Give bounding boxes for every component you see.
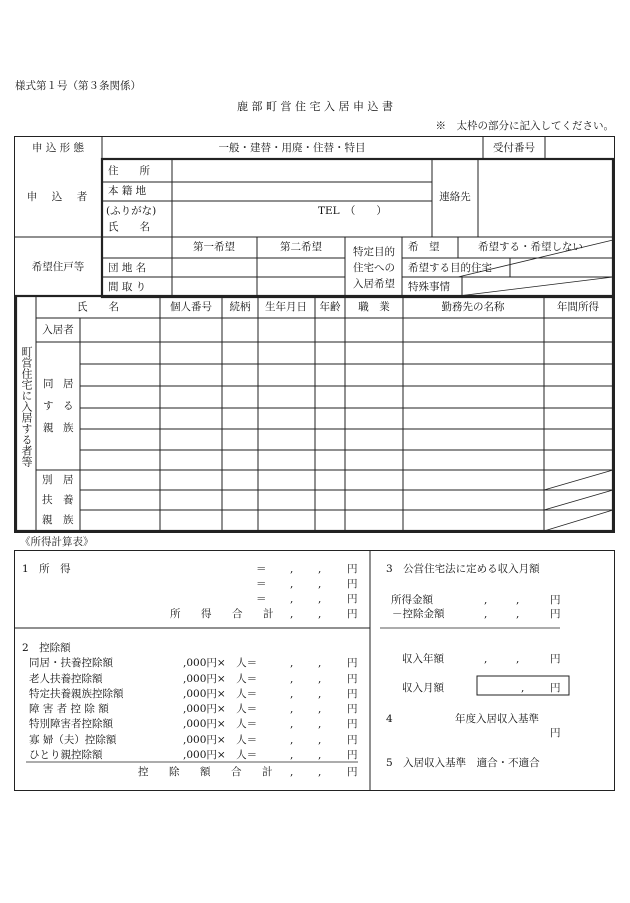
deduction-yen: 円: [347, 673, 358, 685]
calc-comma: ,: [516, 594, 520, 606]
residents-side-label: 町営住宅に入居する者等: [20, 346, 33, 467]
deduction-yen: 円: [347, 749, 358, 761]
col-occupation: 職 業: [358, 301, 390, 313]
income-comma: ,: [290, 593, 294, 605]
deduction-comma: ,: [318, 688, 322, 700]
wish-label: 希 望: [408, 241, 440, 253]
income-yen: 円: [347, 563, 358, 575]
separate-label-2: 扶 養: [42, 494, 74, 506]
furigana-label: (ふりがな): [106, 205, 157, 217]
deduction-yen: 円: [347, 718, 358, 730]
income-yen: 円: [347, 578, 358, 590]
deduction-comma: ,: [290, 749, 294, 761]
monthly-income-label: 収入月額: [402, 682, 444, 694]
deduction-comma: ,: [318, 673, 322, 685]
deduction-comma: ,: [318, 703, 322, 715]
income-section-label: 1 所 得: [22, 563, 71, 575]
deduction-item-label: ひとり親控除額: [29, 749, 103, 761]
income-eq: ＝: [256, 593, 267, 605]
calc-comma: ,: [484, 608, 488, 620]
deduction-comma: ,: [318, 749, 322, 761]
deduction-item-label: 障 害 者 控 除 額: [29, 703, 109, 715]
deduction-item-label: 特別障害者控除額: [29, 718, 113, 730]
deduction-unit: ,000円× 人＝: [183, 718, 258, 730]
income-comma: ,: [318, 593, 322, 605]
income-total-label: 所 得 合 計: [170, 608, 279, 620]
deduction-comma: ,: [318, 734, 322, 746]
income-comma: ,: [318, 578, 322, 590]
minus-deduction-label: －控除金額: [392, 608, 445, 620]
layout-label: 間 取 り: [108, 281, 147, 293]
deduction-item-label: 老人扶養控除額: [29, 673, 103, 685]
col-personal-number: 個人番号: [170, 301, 212, 313]
income-amount-label: 所得金額: [391, 594, 433, 606]
col-annual-income: 年間所得: [557, 301, 599, 313]
special-purpose-line2: 住宅への: [353, 262, 395, 274]
income-comma: ,: [318, 608, 322, 620]
cohabit-label-5: 親: [43, 422, 54, 434]
section5-label: 5 入居収入基準 適合・不適合: [386, 757, 540, 769]
calc-yen: 円: [550, 653, 561, 665]
contact-label: 連絡先: [439, 191, 471, 203]
special-purpose-line3: 入居希望: [353, 278, 395, 290]
cohabit-label-2: 居: [63, 378, 74, 390]
deduction-comma: ,: [290, 673, 294, 685]
col-birthdate: 生年月日: [265, 301, 307, 313]
resident-label: 入居者: [42, 324, 74, 336]
form-number: 様式第１号（第３条関係）: [15, 80, 141, 92]
deduction-item-label: 同居・扶養控除額: [29, 657, 113, 669]
deduction-comma: ,: [318, 657, 322, 669]
income-comma: ,: [318, 563, 322, 575]
deduction-total-label: 控 除 額 合 計: [138, 766, 278, 778]
applicant-label: 申 込 者: [26, 191, 90, 203]
deduction-unit: ,000円× 人＝: [183, 703, 258, 715]
desired-unit-label: 希望住戸等: [31, 261, 85, 273]
calc-comma: ,: [521, 682, 525, 694]
deduction-yen: 円: [347, 766, 358, 778]
calc-yen: 円: [550, 594, 561, 606]
income-yen: 円: [347, 608, 358, 620]
deduction-comma: ,: [290, 688, 294, 700]
name-label: 氏 名: [108, 221, 150, 233]
calc-yen: 円: [550, 608, 561, 620]
deduction-unit: ,000円× 人＝: [183, 749, 258, 761]
deduction-yen: 円: [347, 657, 358, 669]
deduction-yen: 円: [347, 703, 358, 715]
deduction-unit: ,000円× 人＝: [183, 673, 258, 685]
deduction-comma: ,: [318, 718, 322, 730]
calc-comma: ,: [484, 653, 488, 665]
income-comma: ,: [290, 563, 294, 575]
income-table-label: 《所得計算表》: [20, 536, 94, 548]
income-eq: ＝: [256, 578, 267, 590]
deduction-comma: ,: [290, 718, 294, 730]
cohabit-label-1: 同: [43, 378, 54, 390]
deduction-yen: 円: [347, 688, 358, 700]
wish-options[interactable]: 希望する・希望しない: [478, 241, 583, 253]
deduction-yen: 円: [347, 734, 358, 746]
deduction-item-label: 特定扶養親族控除額: [29, 688, 124, 700]
tel-label: TEL （ ）: [318, 205, 387, 217]
first-choice-label: 第一希望: [193, 241, 235, 253]
col-relation: 続柄: [229, 301, 251, 313]
form-note: ※ 太枠の部分に記入してください。: [435, 120, 614, 132]
income-comma: ,: [290, 578, 294, 590]
deduction-comma: ,: [290, 657, 294, 669]
deduction-unit: ,000円× 人＝: [183, 734, 258, 746]
special-circumstances-label: 特殊事情: [408, 281, 450, 293]
deduction-unit: ,000円× 人＝: [183, 688, 258, 700]
deduction-comma: ,: [318, 766, 322, 778]
address-label: 住 所: [108, 165, 150, 177]
calc-yen: 円: [550, 682, 561, 694]
special-purpose-line1: 特定目的: [353, 246, 395, 258]
complex-label: 団 地 名: [108, 262, 147, 274]
application-type-options[interactable]: 一般・建替・用廃・住替・特目: [218, 142, 366, 154]
deduction-section-label: 2 控除額: [22, 642, 71, 654]
cohabit-label-3: す: [43, 400, 54, 412]
cohabit-label-6: 族: [63, 422, 74, 434]
col-workplace: 勤務先の名称: [441, 301, 505, 313]
separate-label-1: 別 居: [42, 474, 74, 486]
calc-yen: 円: [550, 727, 561, 739]
deduction-unit: ,000円× 人＝: [183, 657, 258, 669]
section4-number: 4: [386, 713, 393, 725]
income-yen: 円: [347, 593, 358, 605]
cohabit-label-4: る: [63, 400, 74, 412]
deduction-item-label: 寡 婦（夫）控除額: [29, 734, 117, 746]
calc-comma: ,: [516, 608, 520, 620]
col-age: 年齢: [319, 301, 341, 313]
deduction-comma: ,: [290, 766, 294, 778]
second-choice-label: 第二希望: [280, 241, 322, 253]
income-comma: ,: [290, 608, 294, 620]
application-type-label: 申 込 形 態: [31, 142, 85, 154]
form-title: 鹿 部 町 営 住 宅 入 居 申 込 書: [237, 100, 393, 113]
receipt-number-label: 受付番号: [493, 142, 535, 154]
deduction-comma: ,: [290, 734, 294, 746]
purpose-housing-label: 希望する目的住宅: [408, 262, 492, 274]
section3-label: 3 公営住宅法に定める収入月額: [386, 563, 540, 575]
deduction-comma: ,: [290, 703, 294, 715]
col-name: 氏 名: [77, 301, 119, 313]
domicile-label: 本 籍 地: [108, 185, 147, 197]
income-eq: ＝: [256, 563, 267, 575]
annual-income-label: 収入年額: [402, 653, 444, 665]
section4-text: 年度入居収入基準: [455, 713, 539, 725]
separate-label-3: 親 族: [42, 514, 74, 526]
calc-comma: ,: [484, 594, 488, 606]
calc-comma: ,: [516, 653, 520, 665]
